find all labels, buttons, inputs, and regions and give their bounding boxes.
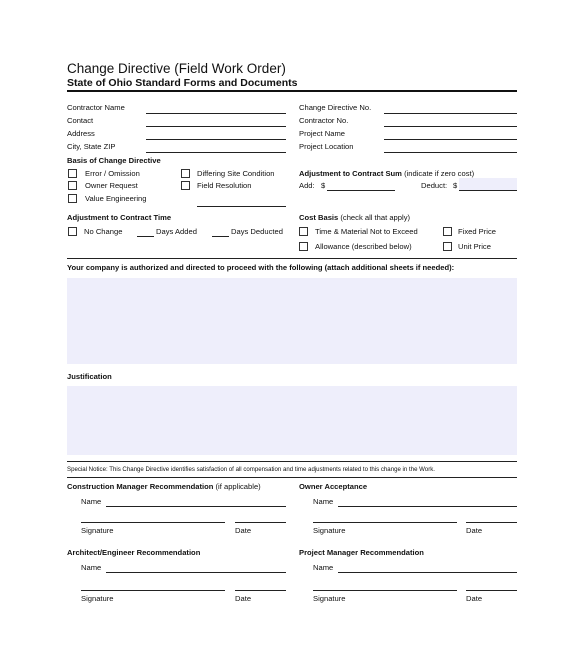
owner-date-label: Date: [466, 526, 483, 535]
pm-name-label: Name: [313, 563, 334, 572]
change-directive-no-field[interactable]: [384, 113, 517, 114]
contact-field[interactable]: [146, 126, 286, 127]
differing-site-condition-checkbox[interactable]: [181, 169, 190, 178]
deduct-amount-field[interactable]: [459, 190, 517, 191]
owner-name-field[interactable]: [338, 506, 517, 507]
deduct-amount-input[interactable]: [459, 178, 517, 190]
contractor-name-label: Contractor Name: [67, 103, 125, 112]
contractor-name-field[interactable]: [146, 113, 286, 114]
owner-request-label: Owner Request: [85, 181, 138, 190]
days-added-field[interactable]: [137, 236, 154, 237]
cm-date-label: Date: [235, 526, 252, 535]
work-description-field[interactable]: [67, 278, 517, 364]
basis-heading: Basis of Change Directive: [67, 156, 161, 165]
unit-price-checkbox[interactable]: [443, 242, 452, 251]
days-deducted-field[interactable]: [212, 236, 229, 237]
deduct-label: Deduct:: [421, 181, 448, 190]
change-directive-no-label: Change Directive No.: [299, 103, 372, 112]
project-location-field[interactable]: [384, 152, 517, 153]
ae-name-label: Name: [81, 563, 102, 572]
unit-price-label: Unit Price: [458, 242, 491, 251]
ae-heading: Architect/Engineer Recommendation: [67, 548, 201, 557]
cm-heading: Construction Manager Recommendation: [67, 482, 214, 491]
add-amount-field[interactable]: [327, 190, 395, 191]
no-change-label: No Change: [84, 227, 123, 236]
form-title: Change Directive (Field Work Order): [67, 61, 286, 76]
contact-label: Contact: [67, 116, 94, 125]
cost-basis-heading-row: [299, 213, 410, 222]
section-divider-1: [67, 258, 517, 259]
value-engineering-label: Value Engineering: [85, 194, 147, 203]
value-engineering-checkbox[interactable]: [68, 194, 77, 203]
section-divider-2: [67, 461, 517, 462]
justification-heading: Justification: [67, 372, 112, 381]
authorization-text: Your company is authorized and directed to proceed with the following (attach additional sheets if needed):: [67, 263, 455, 272]
time-material-checkbox[interactable]: [299, 227, 308, 236]
address-field[interactable]: [146, 139, 286, 140]
fixed-price-label: Fixed Price: [458, 227, 496, 236]
ae-date-field[interactable]: [235, 590, 286, 591]
project-name-field[interactable]: [384, 139, 517, 140]
ae-name-field[interactable]: [106, 572, 286, 573]
form-subtitle: State of Ohio Standard Forms and Documents: [67, 77, 298, 89]
cm-note: (if applicable): [215, 482, 261, 491]
header-divider: [67, 90, 517, 92]
cm-date-field[interactable]: [235, 522, 286, 523]
owner-date-field[interactable]: [466, 522, 517, 523]
cm-name-label: Name: [81, 497, 102, 506]
owner-name-label: Name: [313, 497, 334, 506]
project-name-label: Project Name: [299, 129, 346, 138]
pm-date-label: Date: [466, 594, 483, 603]
contract-time-heading: Adjustment to Contract Time: [67, 213, 172, 222]
pm-signature-label: Signature: [313, 594, 346, 603]
cost-basis-note: (check all that apply): [340, 213, 411, 222]
field-resolution-label: Field Resolution: [197, 181, 252, 190]
owner-signature-field[interactable]: [313, 522, 457, 523]
error-omission-label: Error / Omission: [85, 169, 140, 178]
time-material-label: Time & Material Not to Exceed: [315, 227, 418, 236]
address-label: Address: [67, 129, 95, 138]
contract-sum-heading: Adjustment to Contract Sum: [299, 169, 402, 178]
cm-signature-field[interactable]: [81, 522, 225, 523]
error-omission-checkbox[interactable]: [68, 169, 77, 178]
contractor-no-field[interactable]: [384, 126, 517, 127]
contract-sum-heading-row: [299, 169, 474, 178]
special-notice: Special Notice: This Change Directive identifies satisfaction of all compensation and time adjustments related to this change in the Work.: [67, 466, 435, 473]
ae-signature-field[interactable]: [81, 590, 225, 591]
no-change-checkbox[interactable]: [68, 227, 77, 236]
pm-name-field[interactable]: [338, 572, 517, 573]
section-divider-3: [67, 477, 517, 478]
city-state-zip-field[interactable]: [146, 152, 286, 153]
cm-heading-row: [67, 482, 261, 491]
contract-sum-note: (indicate if zero cost): [404, 169, 475, 178]
allowance-label: Allowance (described below): [315, 242, 412, 251]
cm-name-field[interactable]: [106, 506, 286, 507]
pm-date-field[interactable]: [466, 590, 517, 591]
pm-signature-field[interactable]: [313, 590, 457, 591]
project-location-label: Project Location: [299, 142, 354, 151]
ae-signature-label: Signature: [81, 594, 114, 603]
pm-heading: Project Manager Recommendation: [299, 548, 424, 557]
owner-heading: Owner Acceptance: [299, 482, 368, 491]
add-currency: $: [321, 181, 326, 190]
field-resolution-checkbox[interactable]: [181, 181, 190, 190]
deduct-currency: $: [453, 181, 458, 190]
days-deducted-label: Days Deducted: [231, 227, 283, 236]
add-label: Add:: [299, 181, 315, 190]
cost-basis-heading: Cost Basis: [299, 213, 339, 222]
justification-field[interactable]: [67, 386, 517, 455]
fixed-price-checkbox[interactable]: [443, 227, 452, 236]
allowance-checkbox[interactable]: [299, 242, 308, 251]
differing-site-condition-label: Differing Site Condition: [197, 169, 275, 178]
owner-signature-label: Signature: [313, 526, 346, 535]
days-added-label: Days Added: [156, 227, 197, 236]
cm-signature-label: Signature: [81, 526, 114, 535]
city-state-zip-label: City, State ZIP: [67, 142, 116, 151]
basis-other-field[interactable]: [197, 206, 286, 207]
ae-date-label: Date: [235, 594, 252, 603]
contractor-no-label: Contractor No.: [299, 116, 349, 125]
owner-request-checkbox[interactable]: [68, 181, 77, 190]
